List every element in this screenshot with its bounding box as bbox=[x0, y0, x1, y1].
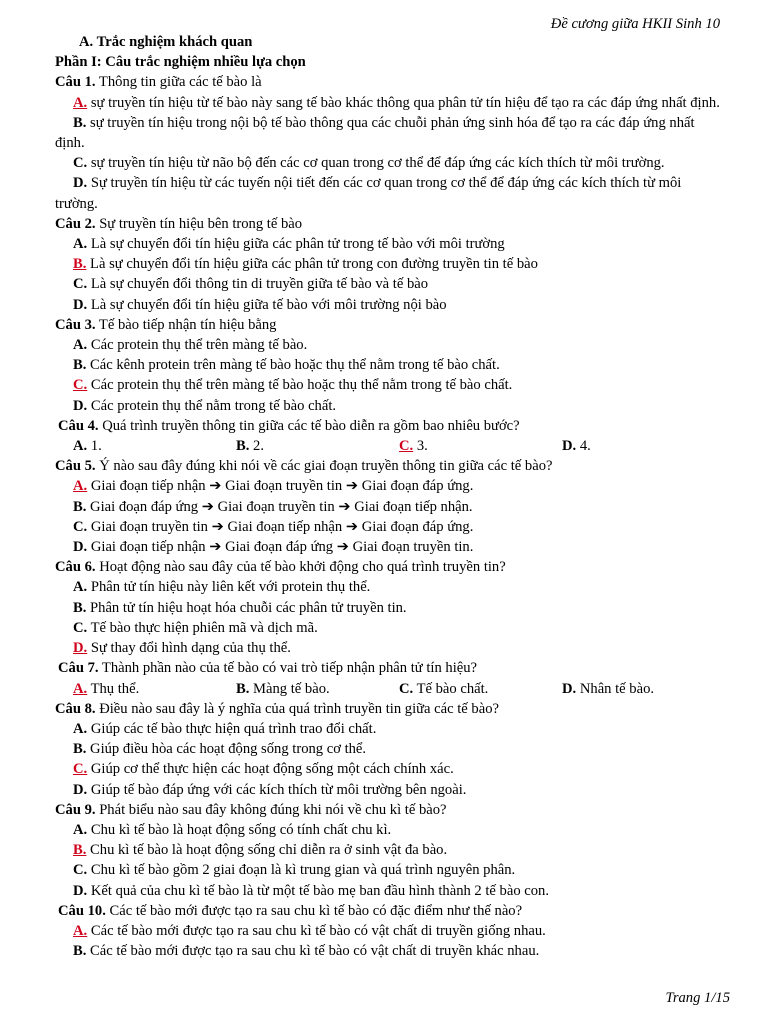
question-7 bbox=[55, 658, 725, 698]
question-number: Câu 8. bbox=[55, 700, 96, 717]
option-a bbox=[73, 436, 236, 456]
option-d bbox=[55, 638, 725, 658]
question-number: Câu 2. bbox=[55, 215, 96, 232]
option-c bbox=[55, 759, 725, 779]
option-letter: A. bbox=[73, 579, 88, 596]
option-letter: C. bbox=[73, 276, 88, 293]
option-c bbox=[55, 274, 725, 294]
option-a bbox=[55, 820, 725, 840]
option-letter: A. bbox=[73, 236, 88, 253]
question-text: Hoạt động nào sau đây của tế bào khởi động cho quá trình truyền tin? bbox=[95, 559, 506, 576]
option-letter: A. bbox=[73, 438, 88, 455]
correct-answer-letter: D. bbox=[73, 640, 88, 657]
option-text: Chu kì tế bào gồm 2 giai đoạn là kì trung gian và quá trình nguyên phân. bbox=[87, 862, 516, 879]
option-letter: D. bbox=[73, 397, 88, 414]
option-letter: C. bbox=[73, 619, 88, 636]
question-9 bbox=[55, 800, 725, 901]
option-text: Giai đoạn tiếp nhận ➔ Giai đoạn đáp ứng ➔ Giai đoạn truyền tin. bbox=[87, 539, 474, 556]
option-text: 1. bbox=[87, 438, 102, 455]
part-title: Phần I: Câu trắc nghiệm nhiều lựa chọn bbox=[55, 54, 306, 71]
option-d bbox=[55, 295, 725, 315]
option-letter: B. bbox=[236, 438, 250, 455]
question-8 bbox=[55, 699, 725, 800]
option-text: Kết quả của chu kì tế bào là từ một tế bào mẹ ban đầu hình thành 2 tế bào con. bbox=[87, 882, 550, 899]
question-number: Câu 9. bbox=[55, 801, 96, 818]
option-letter: B. bbox=[73, 114, 87, 131]
option-text: Giúp tế bào đáp ứng với các kích thích từ môi trường bên ngoài. bbox=[87, 781, 467, 798]
question-5 bbox=[55, 456, 725, 557]
option-a bbox=[55, 921, 725, 941]
correct-answer-letter: C. bbox=[399, 438, 414, 455]
option-text: Các tế bào mới được tạo ra sau chu kì tế bào có vật chất di truyền khác nhau. bbox=[86, 943, 540, 960]
page-number: Trang 1/15 bbox=[665, 990, 730, 1006]
option-text: 4. bbox=[576, 438, 591, 455]
option-b bbox=[55, 840, 725, 860]
question-number: Câu 10. bbox=[58, 902, 106, 919]
option-a bbox=[55, 577, 725, 597]
option-d bbox=[55, 881, 725, 901]
options-row bbox=[55, 679, 725, 699]
question-text: Tế bào tiếp nhận tín hiệu bằng bbox=[95, 316, 277, 333]
correct-answer-letter: C. bbox=[73, 761, 88, 778]
question-number: Câu 4. bbox=[58, 417, 99, 434]
option-b bbox=[55, 254, 725, 274]
option-letter: C. bbox=[73, 862, 88, 879]
option-letter: B. bbox=[73, 357, 87, 374]
option-c bbox=[55, 153, 725, 173]
option-b bbox=[55, 598, 725, 618]
question-text: Thành phần nào của tế bào có vai trò tiếp nhận phân tử tín hiệu? bbox=[98, 660, 477, 677]
option-text: Là sự chuyển đổi tín hiệu giữa các phân tử trong con đường truyền tin tế bào bbox=[86, 256, 538, 273]
options-row bbox=[55, 436, 725, 456]
correct-answer-letter: A. bbox=[73, 478, 88, 495]
option-b bbox=[236, 436, 399, 456]
option-text: Là sự chuyển đổi tín hiệu giữa tế bào với môi trường nội bào bbox=[87, 296, 447, 313]
option-text: Giai đoạn đáp ứng ➔ Giai đoạn truyền tin ➔ Giai đoạn tiếp nhận. bbox=[86, 498, 473, 515]
option-a bbox=[73, 679, 236, 699]
option-text: Là sự chuyển đổi thông tin di truyền giữa tế bào và tế bào bbox=[87, 276, 429, 293]
question-6 bbox=[55, 557, 725, 658]
option-c bbox=[399, 679, 562, 699]
option-text: Màng tế bào. bbox=[249, 680, 330, 697]
question-1 bbox=[55, 72, 725, 213]
option-d bbox=[55, 780, 725, 800]
option-d bbox=[562, 436, 725, 456]
option-a bbox=[55, 335, 725, 355]
option-text: Giúp các tế bào thực hiện quá trình trao đổi chất. bbox=[87, 720, 377, 737]
question-number: Câu 1. bbox=[55, 74, 96, 91]
option-text: Nhân tế bào. bbox=[576, 680, 655, 697]
option-text: sự truyền tín hiệu từ tế bào này sang tế bào khác thông qua phân tử tín hiệu để tạo ra các đáp ứng nhất định. bbox=[87, 94, 720, 111]
option-text: Thụ thể. bbox=[87, 680, 140, 697]
document-body bbox=[55, 32, 725, 961]
option-text: Các protein thụ thể trên màng tế bào. bbox=[87, 337, 308, 354]
document-header: Đề cương giữa HKII Sinh 10 bbox=[550, 16, 720, 32]
option-a bbox=[55, 234, 725, 254]
option-text: Sự truyền tín hiệu từ các tuyến nội tiết đến các cơ quan trong cơ thể để đáp ứng các kích thích từ môi trường. bbox=[55, 175, 682, 212]
option-letter: B. bbox=[236, 680, 250, 697]
option-letter: B. bbox=[73, 498, 87, 515]
correct-answer-letter: C. bbox=[73, 377, 88, 394]
option-letter: D. bbox=[73, 539, 88, 556]
option-text: Các tế bào mới được tạo ra sau chu kì tế bào có vật chất di truyền giống nhau. bbox=[87, 922, 546, 939]
option-text: Các protein thụ thể trên màng tế bào hoặc thụ thể nằm trong tế bào chất. bbox=[87, 377, 513, 394]
option-text: sự truyền tín hiệu từ não bộ đến các cơ quan trong cơ thể để đáp ứng các kích thích từ môi trường. bbox=[87, 155, 665, 172]
question-text: Điều nào sau đây là ý nghĩa của quá trình truyền tin giữa các tế bào? bbox=[95, 700, 499, 717]
option-text: 2. bbox=[249, 438, 264, 455]
option-b bbox=[55, 113, 725, 153]
option-b bbox=[236, 679, 399, 699]
option-letter: D. bbox=[73, 175, 88, 192]
option-text: Giúp cơ thể thực hiện các hoạt động sống một cách chính xác. bbox=[87, 761, 454, 778]
option-letter: B. bbox=[73, 943, 87, 960]
question-text: Sự truyền tín hiệu bên trong tế bào bbox=[95, 215, 303, 232]
option-b bbox=[55, 355, 725, 375]
option-text: Chu kì tế bào là hoạt động sống chỉ diễn ra ở sinh vật đa bào. bbox=[86, 842, 448, 859]
question-4 bbox=[55, 416, 725, 456]
option-a bbox=[55, 476, 725, 496]
question-number: Câu 5. bbox=[55, 458, 96, 475]
option-d bbox=[55, 396, 725, 416]
question-number: Câu 7. bbox=[58, 660, 99, 677]
option-d bbox=[562, 679, 725, 699]
option-text: Sự thay đổi hình dạng của thụ thể. bbox=[87, 640, 291, 657]
option-letter: C. bbox=[73, 155, 88, 172]
option-letter: D. bbox=[73, 296, 88, 313]
option-letter: D. bbox=[73, 882, 88, 899]
option-b bbox=[55, 941, 725, 961]
correct-answer-letter: A. bbox=[73, 680, 88, 697]
question-number: Câu 6. bbox=[55, 559, 96, 576]
option-text: Là sự chuyển đổi tín hiệu giữa các phân tử trong tế bào với môi trường bbox=[87, 236, 505, 253]
option-text: Phân tử tín hiệu này liên kết với protein thụ thể. bbox=[87, 579, 371, 596]
option-letter: C. bbox=[399, 680, 414, 697]
option-b bbox=[55, 739, 725, 759]
question-text: Phát biểu nào sau đây không đúng khi nói về chu kì tế bào? bbox=[95, 801, 447, 818]
correct-answer-letter: B. bbox=[73, 256, 87, 273]
option-text: Giai đoạn tiếp nhận ➔ Giai đoạn truyền tin ➔ Giai đoạn đáp ứng. bbox=[87, 478, 474, 495]
question-number: Câu 3. bbox=[55, 316, 96, 333]
option-letter: A. bbox=[73, 720, 88, 737]
correct-answer-letter: A. bbox=[73, 922, 88, 939]
option-letter: B. bbox=[73, 599, 87, 616]
correct-answer-letter: B. bbox=[73, 842, 87, 859]
option-text: Các protein thụ thể nằm trong tế bào chất. bbox=[87, 397, 337, 414]
option-c bbox=[399, 436, 562, 456]
question-10 bbox=[55, 901, 725, 962]
option-c bbox=[55, 860, 725, 880]
option-letter: A. bbox=[73, 821, 88, 838]
option-letter: B. bbox=[73, 741, 87, 758]
option-text: Giai đoạn truyền tin ➔ Giai đoạn tiếp nhận ➔ Giai đoạn đáp ứng. bbox=[87, 518, 474, 535]
option-a bbox=[55, 93, 725, 113]
option-text: Giúp điều hòa các hoạt động sống trong cơ thể. bbox=[86, 741, 367, 758]
question-text: Các tế bào mới được tạo ra sau chu kì tế bào có đặc điểm như thế nào? bbox=[105, 902, 523, 919]
option-c bbox=[55, 618, 725, 638]
option-a bbox=[55, 719, 725, 739]
question-text: Ý nào sau đây đúng khi nói về các giai đoạn truyền thông tin giữa các tế bào? bbox=[95, 458, 553, 475]
correct-answer-letter: A. bbox=[73, 94, 88, 111]
option-letter: D. bbox=[562, 680, 577, 697]
section-title: A. Trắc nghiệm khách quan bbox=[79, 34, 253, 50]
option-text: Phân tử tín hiệu hoạt hóa chuỗi các phân tử truyền tin. bbox=[86, 599, 407, 616]
option-letter: D. bbox=[73, 781, 88, 798]
option-letter: D. bbox=[562, 438, 577, 455]
option-letter: A. bbox=[73, 337, 88, 354]
question-text: Quá trình truyền thông tin giữa các tế bào diễn ra gồm bao nhiêu bước? bbox=[98, 417, 520, 434]
option-text: sự truyền tín hiệu trong nội bộ tế bào thông qua các chuỗi phản ứng sinh hóa để tạo ra các đáp ứng nhất định. bbox=[55, 114, 695, 152]
option-text: 3. bbox=[413, 438, 428, 455]
option-text: Tế bào thực hiện phiên mã và dịch mã. bbox=[87, 619, 318, 636]
option-text: Tế bào chất. bbox=[413, 680, 489, 697]
option-b bbox=[55, 497, 725, 517]
option-c bbox=[55, 375, 725, 395]
option-d bbox=[55, 537, 725, 557]
option-text: Các kênh protein trên màng tế bào hoặc thụ thể nằm trong tế bào chất. bbox=[86, 357, 500, 374]
option-c bbox=[55, 517, 725, 537]
question-2 bbox=[55, 214, 725, 315]
option-letter: C. bbox=[73, 518, 88, 535]
option-text: Chu kì tế bào là hoạt động sống có tính chất chu kì. bbox=[87, 821, 392, 838]
question-3 bbox=[55, 315, 725, 416]
option-d bbox=[55, 173, 725, 213]
question-text: Thông tin giữa các tế bào là bbox=[95, 74, 262, 91]
